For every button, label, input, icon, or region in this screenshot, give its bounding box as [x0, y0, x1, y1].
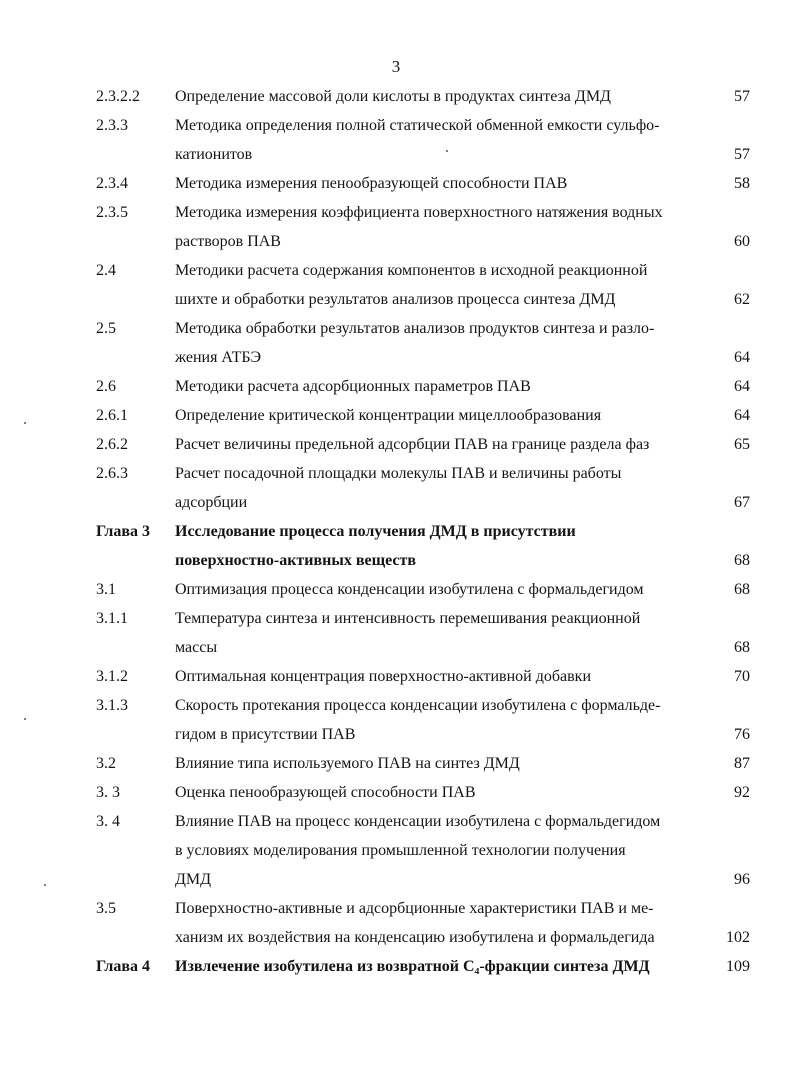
toc-section-number: 2.3.3	[96, 117, 128, 134]
toc-section-title: адсорбции	[175, 494, 248, 511]
toc-page-number: 76	[734, 726, 750, 743]
toc-page-number: 64	[734, 378, 750, 395]
toc-entry	[0, 604, 792, 662]
toc-section-title: Температура синтеза и интенсивность перемешивания реакционной	[175, 610, 641, 627]
toc-section-number: 2.3.4	[96, 175, 128, 192]
toc-section-title: поверхностно-активных веществ	[175, 552, 416, 569]
toc-entry	[0, 517, 792, 575]
toc-entry	[0, 894, 792, 952]
toc-page-number: 87	[734, 755, 750, 772]
toc-entry	[0, 198, 792, 256]
toc-section-title: растворов ПАВ	[175, 233, 281, 250]
toc-entry-line	[0, 633, 792, 662]
toc-section-title: Методика определения полной статической обменной емкости сульфо-	[175, 117, 660, 134]
toc-entry	[0, 778, 792, 807]
toc-entry-line	[0, 749, 792, 778]
toc-section-number: 3.1.1	[96, 610, 128, 627]
toc-section-title: Расчет величины предельной адсорбции ПАВ на границе раздела фаз	[175, 436, 650, 453]
toc-page-number: 68	[734, 581, 750, 598]
toc-page-number: 70	[734, 668, 750, 685]
scan-speck	[44, 884, 46, 886]
toc-entry-line	[0, 82, 792, 111]
toc-section-number: 3. 3	[96, 784, 120, 801]
toc-section-number: 2.6	[96, 378, 116, 395]
toc-entry	[0, 749, 792, 778]
toc-section-number: 3.1	[96, 581, 116, 598]
toc-entry-line	[0, 952, 792, 981]
toc-section-number: 2.6.3	[96, 465, 128, 482]
toc-section-title: Определение массовой доли кислоты в продуктах синтеза ДМД	[175, 88, 611, 105]
toc-section-number: 3.5	[96, 900, 116, 917]
toc-section-number: 3.1.2	[96, 668, 128, 685]
toc-section-title: Определение критической концентрации мицеллообразования	[175, 407, 602, 424]
toc-entry	[0, 111, 792, 169]
toc-section-number: 2.4	[96, 262, 116, 279]
toc-section-title: Поверхностно-активные и адсорбционные характеристики ПАВ и ме-	[175, 900, 654, 917]
toc-entry-line	[0, 517, 792, 546]
toc-section-title: гидом в присутствии ПАВ	[175, 726, 356, 743]
toc-page-number: 68	[734, 639, 750, 656]
toc-entry-line	[0, 459, 792, 488]
toc-page-number: 68	[734, 552, 750, 569]
toc-section-title: Оптимальная концентрация поверхностно-активной добавки	[175, 668, 591, 685]
toc-section-title: Методики расчета адсорбционных параметров ПАВ	[175, 378, 531, 395]
toc-entry	[0, 256, 792, 314]
toc-entry	[0, 401, 792, 430]
toc-entry-line	[0, 575, 792, 604]
toc-section-title: Методика обработки результатов анализов продуктов синтеза и разло-	[175, 320, 655, 337]
toc-entry	[0, 459, 792, 517]
toc-entry-line	[0, 894, 792, 923]
toc-entry-line	[0, 169, 792, 198]
toc-entry-line	[0, 546, 792, 575]
toc-entry-line	[0, 198, 792, 227]
toc-entry	[0, 169, 792, 198]
toc-page-number: 60	[734, 233, 750, 250]
toc-section-number: 2.6.2	[96, 436, 128, 453]
toc-section-title: массы	[175, 639, 218, 656]
scan-speck	[446, 150, 448, 152]
toc-section-title: Извлечение изобутилена из возвратной С₄-фракции синтеза ДМД	[175, 958, 650, 975]
toc-entry-line	[0, 372, 792, 401]
toc-page-number: 58	[734, 175, 750, 192]
toc-entry-line	[0, 865, 792, 894]
toc-entry-line	[0, 836, 792, 865]
toc-entry	[0, 952, 792, 981]
toc-section-title: Оптимизация процесса конденсации изобутилена с формальдегидом	[175, 581, 644, 598]
toc-section-number: Глава 3	[96, 523, 150, 540]
toc-section-title: Методика измерения коэффициента поверхностного натяжения водных	[175, 204, 663, 221]
toc-entry-line	[0, 401, 792, 430]
toc-section-number: 3. 4	[96, 813, 120, 830]
scan-speck	[24, 718, 26, 720]
toc-page-number: 62	[734, 291, 750, 308]
toc-page-number: 109	[726, 958, 750, 975]
toc-entry	[0, 662, 792, 691]
toc-entry	[0, 372, 792, 401]
toc-entry	[0, 691, 792, 749]
toc-section-title: катионитов	[175, 146, 253, 163]
toc-entry	[0, 82, 792, 111]
toc-section-number: 2.3.5	[96, 204, 128, 221]
toc-page-number: 67	[734, 494, 750, 511]
toc-entry-line	[0, 488, 792, 517]
toc-page-number: 65	[734, 436, 750, 453]
toc-entry-line	[0, 778, 792, 807]
toc-section-number: 3.2	[96, 755, 116, 772]
toc-entry-line	[0, 923, 792, 952]
toc-entry-line	[0, 256, 792, 285]
toc-entry-line	[0, 285, 792, 314]
toc-section-number: 2.3.2.2	[96, 88, 140, 105]
toc-entry-line	[0, 807, 792, 836]
toc-entry	[0, 807, 792, 894]
toc-entry-line	[0, 314, 792, 343]
toc-entry-line	[0, 691, 792, 720]
toc-entry-line	[0, 662, 792, 691]
toc-page-number: 102	[726, 929, 750, 946]
toc-page-number: 64	[734, 349, 750, 366]
toc-page-number: 92	[734, 784, 750, 801]
toc-entry	[0, 314, 792, 372]
toc-section-number: 3.1.3	[96, 697, 128, 714]
toc-entry-line	[0, 140, 792, 169]
toc-section-title: жения АТБЭ	[175, 349, 262, 366]
toc-section-title: Оценка пенообразующей способности ПАВ	[175, 784, 476, 801]
toc-entry-line	[0, 111, 792, 140]
toc-section-title: Методика измерения пенообразующей способности ПАВ	[175, 175, 568, 192]
toc-section-title: Расчет посадочной площадки молекулы ПАВ и величины работы	[175, 465, 622, 482]
toc-section-title: Методики расчета содержания компонентов в исходной реакционной	[175, 262, 648, 279]
toc-section-title: Влияние типа используемого ПАВ на синтез ДМД	[175, 755, 520, 772]
toc-entry-line	[0, 604, 792, 633]
toc-page-number: 57	[734, 146, 750, 163]
toc-section-title: в условиях моделирования промышленной технологии получения	[175, 842, 626, 859]
toc-page-number: 64	[734, 407, 750, 424]
toc-section-number: 2.6.1	[96, 407, 128, 424]
page-number: 3	[391, 57, 401, 76]
toc-section-title: ДМД	[175, 871, 212, 888]
toc-entry-line	[0, 430, 792, 459]
toc-entry-line	[0, 227, 792, 256]
toc-entry	[0, 575, 792, 604]
toc-page-number: 96	[734, 871, 750, 888]
toc-entry	[0, 430, 792, 459]
toc-section-number: Глава 4	[96, 958, 150, 975]
toc-section-title: Скорость протекания процесса конденсации изобутилена с формальде-	[175, 697, 661, 714]
toc-section-title: шихте и обработки результатов анализов процесса синтеза ДМД	[175, 291, 616, 308]
toc-section-title: Исследование процесса получения ДМД в присутствии	[175, 523, 576, 540]
table-of-contents	[0, 82, 792, 981]
toc-page-number: 57	[734, 88, 750, 105]
toc-section-number: 2.5	[96, 320, 116, 337]
toc-entry-line	[0, 343, 792, 372]
toc-section-title: Влияние ПАВ на процесс конденсации изобутилена с формальдегидом	[175, 813, 661, 830]
scan-speck	[24, 422, 26, 424]
toc-entry-line	[0, 720, 792, 749]
toc-section-title: ханизм их воздействия на конденсацию изобутилена и формальдегида	[175, 929, 655, 946]
